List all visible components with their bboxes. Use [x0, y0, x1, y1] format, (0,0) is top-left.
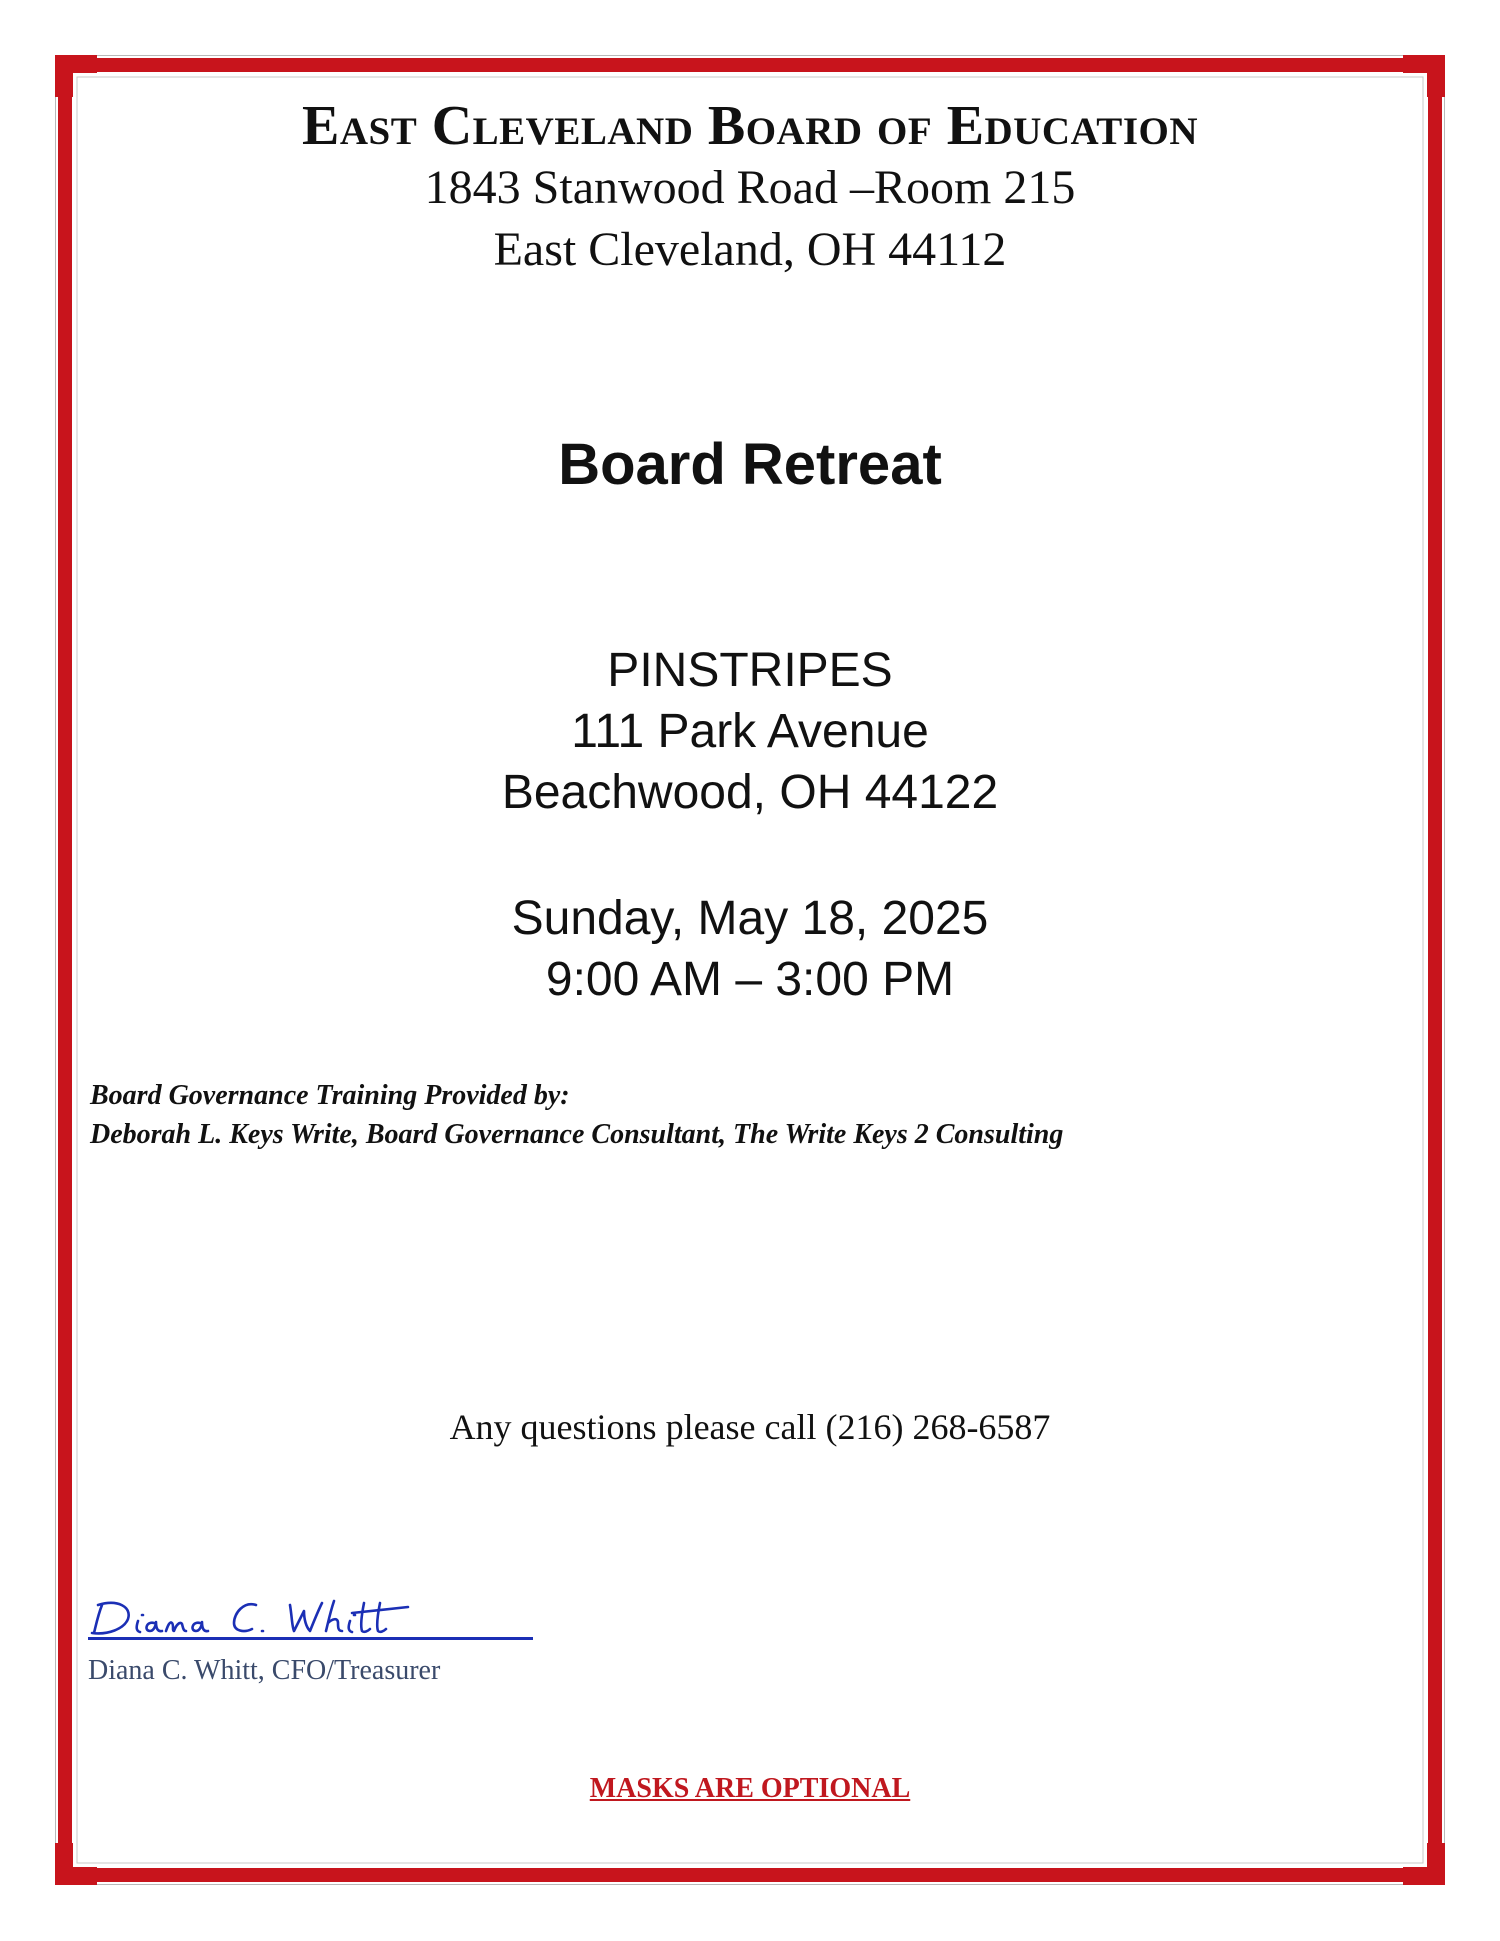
training-provider: Deborah L. Keys Write, Board Governance Consultant, The Write Keys 2 Consulting — [90, 1119, 1064, 1150]
event-title: Board Retreat — [558, 432, 942, 497]
signature-block — [88, 1585, 533, 1688]
contact-line: Any questions please call (216) 268-6587 — [449, 1407, 1051, 1447]
venue-street: 111 Park Avenue — [571, 705, 929, 758]
signature-line — [88, 1637, 533, 1640]
venue-city: Beachwood, OH 44122 — [501, 766, 999, 819]
signer-name: Diana C. Whitt, CFO/Treasurer — [88, 1655, 441, 1686]
address-line-2: East Cleveland, OH 44112 — [493, 223, 1007, 276]
venue-block — [0, 640, 1500, 823]
event-date: Sunday, May 18, 2025 — [511, 892, 989, 945]
schedule-block — [0, 888, 1500, 1010]
training-heading: Board Governance Training Provided by: — [90, 1080, 570, 1111]
address-line-1: 1843 Stanwood Road –Room 215 — [424, 161, 1076, 214]
organization-name: East Cleveland Board of Education — [301, 95, 1198, 157]
event-time: 9:00 AM – 3:00 PM — [545, 953, 955, 1006]
training-note — [90, 1076, 1063, 1154]
masks-notice: MASKS ARE OPTIONAL — [589, 1773, 911, 1804]
letterhead — [0, 95, 1500, 281]
venue-name: PINSTRIPES — [607, 644, 893, 697]
handwritten-signature — [88, 1585, 533, 1643]
